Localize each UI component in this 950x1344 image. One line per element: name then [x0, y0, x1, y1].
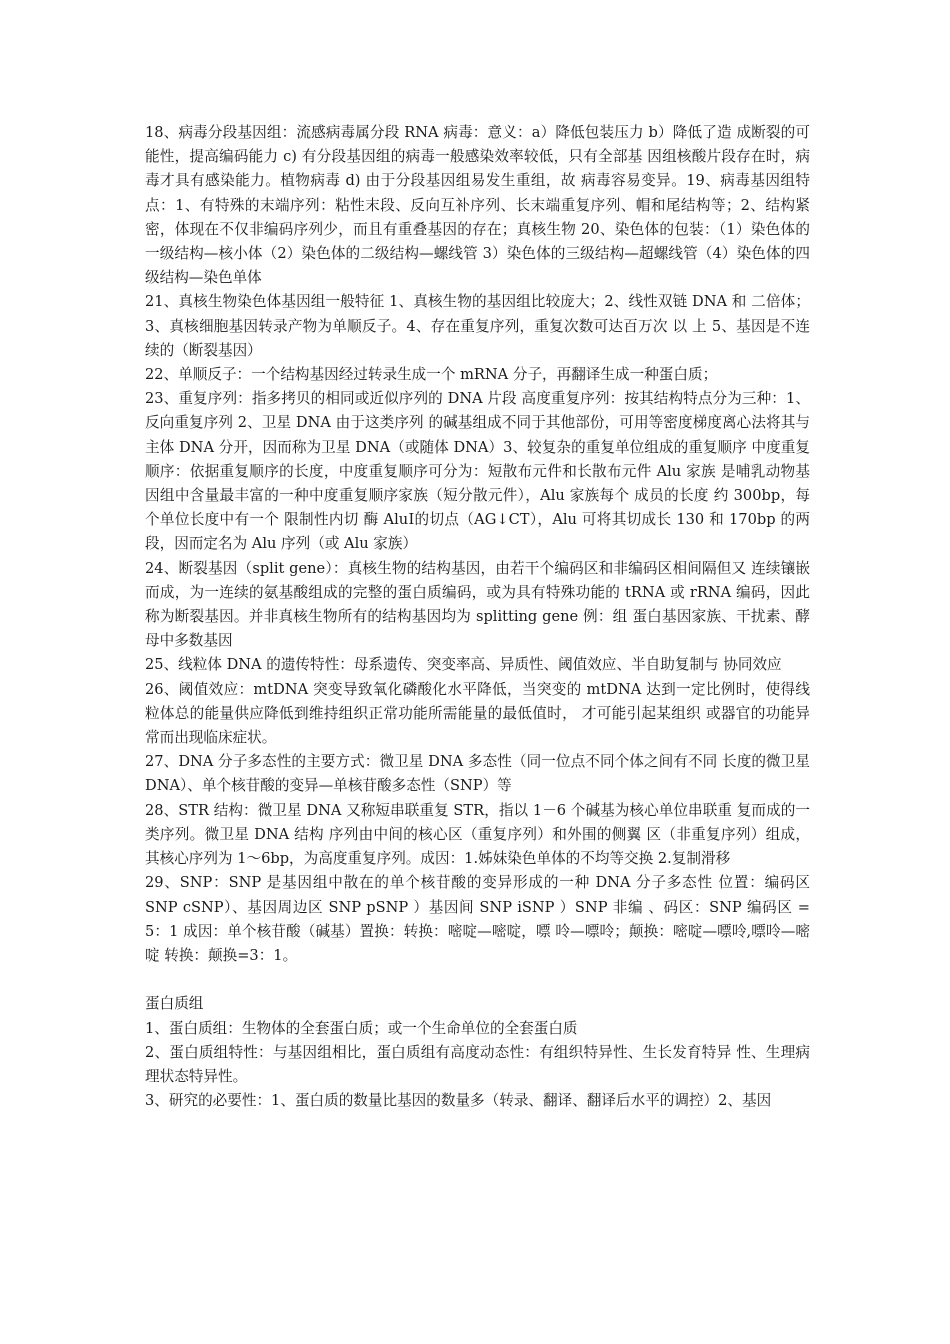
paragraph-25: 25、线粒体 DNA 的遗传特性：母系遗传、突变率高、异质性、阈值效应、半自助复制与 协同效应	[145, 656, 782, 674]
section-paragraph-2: 2、蛋白质组特性：与基因组相比，蛋白质组有高度动态性：有组织特异性、生长发育特异 性、生理病理状态特异性。	[145, 1043, 810, 1085]
paragraph-28: 28、STR 结构：微卫星 DNA 又称短串联重复 STR，指以 1－6 个碱基为核心单位串联重 复而成的一类序列。微卫星 DNA 结构 序列由中间的核心区（重复序列）和外围的侧翼 区（非重复序列）组成，其核心序列为 1～6bp，为高度重复序列。成因：1.姊妹染色单体的不均等交换 2.复制滑移	[145, 801, 810, 868]
paragraph-29: 29、SNP：SNP 是基因组中散在的单个核苷酸的变异形成的一种 DNA 分子多态性 位置：编码区 SNP cSNP）、基因周边区 SNP pSNP ）基因间 SNP iSNP ）SNP 非编 、码区：SNP 编码区 = 5：1 成因：单个核苷酸（碱基）置换：转换：嘧啶—嘧啶，嘌 呤—嘌呤；颠换：嘧啶—嘌呤,嘌呤—嘧啶 转换：颠换=3：1。	[145, 874, 810, 964]
paragraph-18-20: 18、病毒分段基因组：流感病毒属分段 RNA 病毒：意义：a）降低包装压力 b）降低了造 成断裂的可能性，提高编码能力 c) 有分段基因组的病毒一般感染效率较低，只有全部基 因组核酸片段存在时，病毒才具有感染能力。植物病毒 d) 由于分段基因组易发生重组，故 病毒容易变异。19、病毒基因组特点：1、有特殊的末端序列：粘性末段、反向互补序列、长末端重复序列、帽和尾结构等；2、结构紧密，体现在不仅非编码序列少，而且有重叠基因的存在；真核生物 20、染色体的包装：（1）染色体的一级结构—核小体（2）染色体的二级结构—螺线管 3）染色体的三级结构—超螺线管（4）染色体的四级结构—染色单体	[145, 124, 810, 287]
section-paragraph-1: 1、蛋白质组：生物体的全套蛋白质；或一个生命单位的全套蛋白质	[145, 1019, 578, 1037]
paragraph-23: 23、重复序列：指多拷贝的相同或近似序列的 DNA 片段 高度重复序列：按其结构特点分为三种：1、反向重复序列 2、卫星 DNA 由于这类序列 的碱基组成不同于其他部份，可用等密度梯度离心法将其与主体 DNA 分开，因而称为卫星 DNA（或随体 DNA）3、较复杂的重复单位组成的重复顺序 中度重复顺序：依据重复顺序的长度，中度重复顺序可分为：短散布元件和长散布元件 Alu 家族 是哺乳动物基因组中含量最丰富的一种中度重复顺序家族（短分散元件），Alu 家族每个 成员的长度 约 300bp，每 个单位长度中有一个 限制性内切 酶 AluⅠ的切点（AG↓CT），Alu 可将其切成长 130 和 170bp 的两段，因而定名为 Alu 序列（或 Alu 家族）	[145, 390, 810, 553]
section-title: 蛋白质组	[145, 995, 204, 1013]
blank-line	[145, 968, 810, 992]
paragraph-22: 22、单顺反子：一个结构基因经过转录生成一个 mRNA 分子，再翻译生成一种蛋白质；	[145, 366, 718, 384]
paragraph-26: 26、阈值效应：mtDNA 突变导致氧化磷酸化水平降低，当突变的 mtDNA 达到一定比例时，使得线粒体总的能量供应降低到维持组织正常功能所需能量的最低值时， 才可能引起某组织 或器官的功能异常而出现临床症状。	[145, 680, 810, 747]
paragraph-21: 21、真核生物染色体基因组一般特征 1、真核生物的基因组比较庞大；2、线性双链 DNA 和 二倍体；3、真核细胞基因转录产物为单顺反子。4、存在重复序列，重复次数可达百万次 以 上 5、基因是不连续的（断裂基因）	[145, 293, 810, 359]
section-paragraph-3: 3、研究的必要性：1、蛋白质的数量比基因的数量多（转录、翻译、翻译后水平的调控）2、基因	[145, 1092, 772, 1110]
document-page	[145, 121, 810, 1113]
paragraph-27: 27、DNA 分子多态性的主要方式：微卫星 DNA 多态性（同一位点不同个体之间有不同 长度的微卫星 DNA）、单个核苷酸的变异—单核苷酸多态性（SNP）等	[145, 753, 810, 795]
paragraph-24: 24、断裂基因（split gene）：真核生物的结构基因，由若干个编码区和非编码区相间隔但又 连续镶嵌而成，为一连续的氨基酸组成的完整的蛋白质编码，或为具有特殊功能的 tRNA 或 rRNA 编码，因此称为断裂基因。并非真核生物所有的结构基因均为 splitting gene 例：组 蛋白基因家族、干扰素、酵母中多数基因	[145, 559, 810, 650]
